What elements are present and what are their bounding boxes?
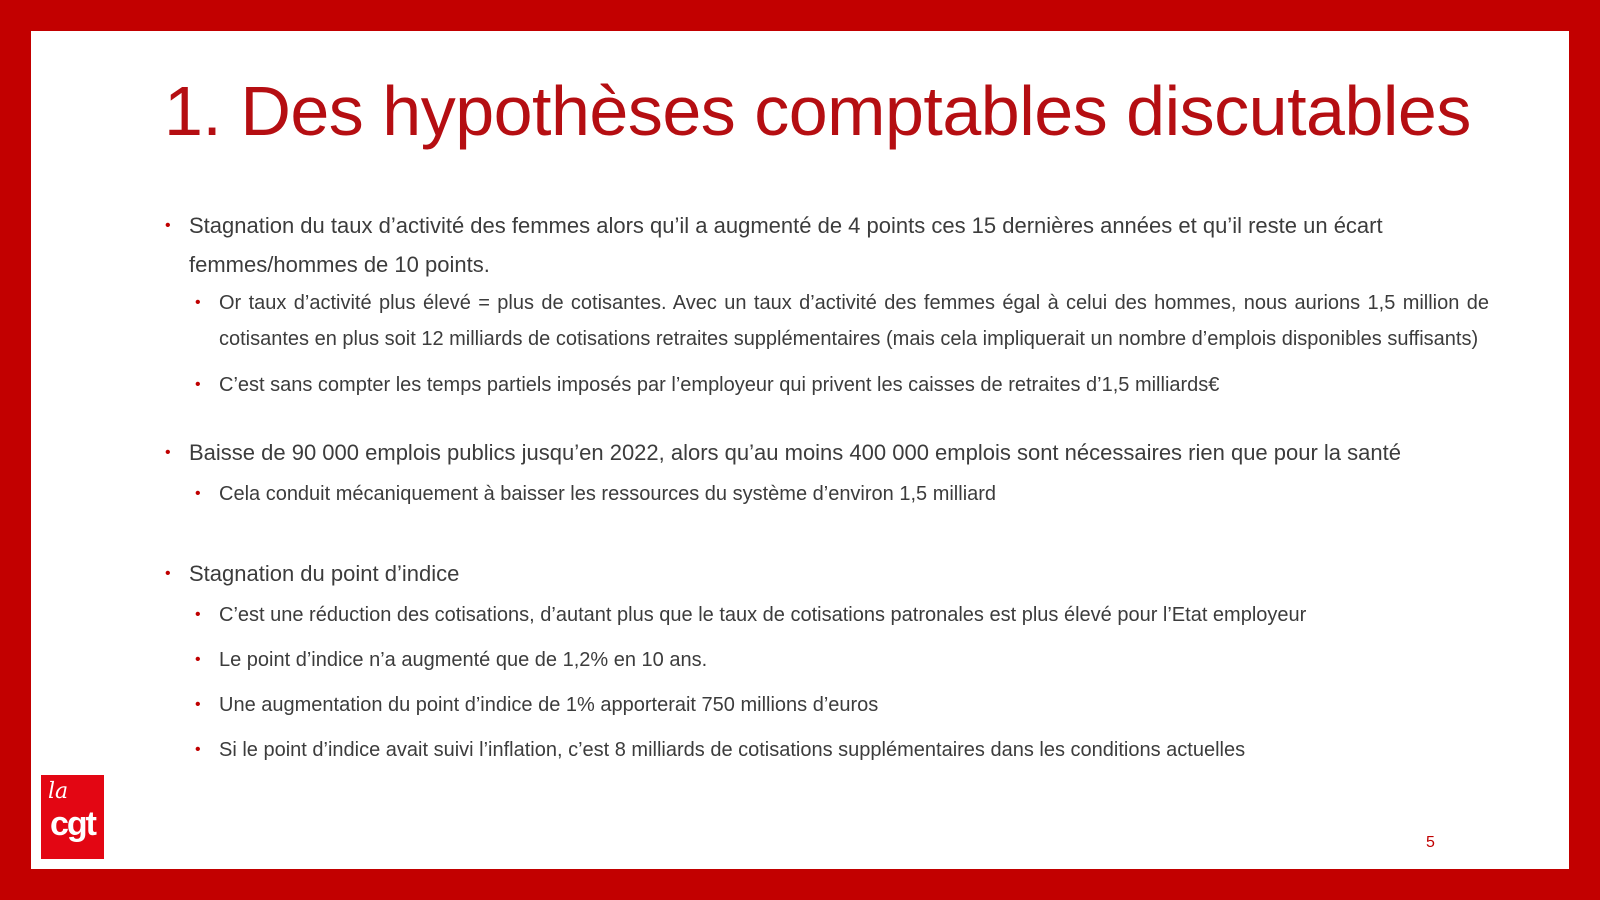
- list-item-text: Baisse de 90 000 emplois publics jusqu’en 2022, alors qu’au moins 400 000 emplois sont nécessaires rien que pour la santé: [189, 440, 1401, 465]
- sub-list-item: [195, 642, 1489, 678]
- list-item: [165, 433, 1489, 472]
- sub-list-item-text: C’est une réduction des cotisations, d’autant plus que le taux de cotisations patronales est plus élevé pour l’Etat employeur: [219, 604, 1307, 626]
- sub-list-item: [195, 687, 1489, 723]
- sub-list-item: [195, 367, 1489, 403]
- bullet-icon: •: [165, 565, 171, 582]
- list-item-text: Stagnation du taux d’activité des femmes alors qu’il a augmenté de 4 points ces 15 dernières années et qu’il reste un écart femmes/hommes de 10 points.: [189, 213, 1383, 277]
- slide-title: 1. Des hypothèses comptables discutables: [164, 72, 1471, 150]
- bullet-icon: •: [165, 217, 171, 234]
- logo-main-text: cgt: [50, 805, 95, 843]
- bullet-icon: •: [195, 294, 201, 311]
- sub-list-item-text: Cela conduit mécaniquement à baisser les ressources du système d’environ 1,5 milliard: [219, 483, 997, 505]
- sub-list-item-text: Le point d’indice n’a augmenté que de 1,2% en 10 ans.: [219, 649, 708, 671]
- page-number: 5: [1426, 834, 1435, 851]
- logo-small-text: la: [48, 779, 69, 804]
- slide: [31, 31, 1569, 869]
- bullet-icon: •: [195, 651, 201, 668]
- list-item: [165, 206, 1489, 284]
- sub-list-item-text: Si le point d’indice avait suivi l’inflation, c’est 8 milliards de cotisations supplémentaires dans les conditions actuelles: [219, 739, 1246, 761]
- bullet-icon: •: [195, 485, 201, 502]
- sub-list-item: [195, 597, 1489, 633]
- sub-list-item-text: C’est sans compter les temps partiels imposés par l’employeur qui privent les caisses de retraites d’1,5 milliards€: [219, 374, 1220, 396]
- bullet-list: [165, 206, 1489, 768]
- bullet-icon: •: [165, 444, 171, 461]
- bullet-icon: •: [195, 376, 201, 393]
- bullet-icon: •: [195, 696, 201, 713]
- bullet-icon: •: [195, 741, 201, 758]
- cgt-logo: [41, 775, 104, 859]
- sub-list-item: [195, 285, 1489, 357]
- sub-list-item: [195, 476, 1489, 512]
- list-item-text: Stagnation du point d’indice: [189, 561, 460, 586]
- list-item: [165, 554, 1489, 593]
- sub-list-item-text: Or taux d’activité plus élevé = plus de cotisantes. Avec un taux d’activité des femmes égal à celui des hommes, nous aurions 1,5 million de cotisantes en plus soit 12 milliards de cotisations retraites supplémentaires (mais cela impliquerait un nombre d’emplois disponibles suffisants): [219, 292, 1489, 350]
- bullet-icon: •: [195, 606, 201, 623]
- sub-list-item: [195, 732, 1489, 768]
- sub-list-item-text: Une augmentation du point d’indice de 1% apporterait 750 millions d’euros: [219, 694, 879, 716]
